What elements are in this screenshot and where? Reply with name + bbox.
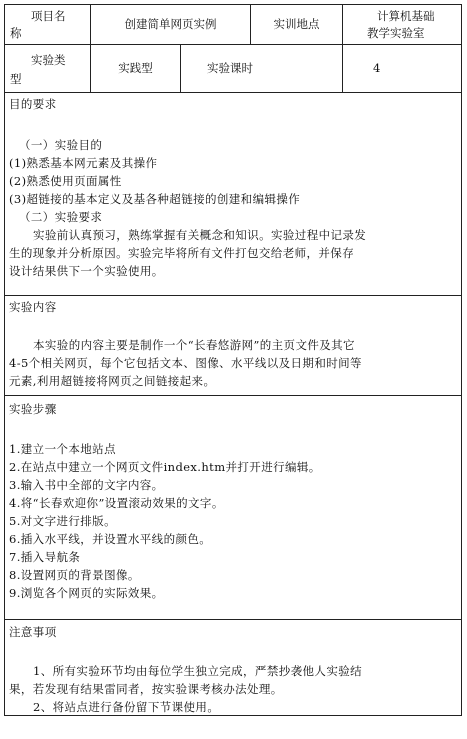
location-label-cell [251,5,343,44]
step-item: 6.插入水平线，并设置水平线的颜色。 [9,532,212,546]
step-item: 2.在站点中建立一个网页文件index.htm并打开进行编辑。 [9,460,321,474]
experiment-hours-value-cell [343,45,461,92]
steps-section [5,396,461,620]
content-section [5,296,461,396]
experiment-type-value-cell [91,45,181,92]
step-item: 9.浏览各个网页的实际效果。 [9,586,164,600]
purpose-section [5,93,461,296]
experiment-hours-value: 4 [373,61,381,75]
purpose-subheading-goal: （一）实验目的 [19,138,103,152]
purpose-requirement-line: 设计结果供下一个实验使用。 [9,264,164,278]
step-item: 5.对文字进行排版。 [9,514,116,528]
location-value-line1: 计算机基础 [377,9,435,23]
content-line: 4-5个相关网页，每个它包括文本、图像、水平线以及日期和时间等 [9,356,362,370]
project-name-value: 创建简单网页实例 [124,17,217,31]
purpose-item: (3)超链接的基本定义及基各种超链接的创建和编辑操作 [9,192,301,206]
location-value-cell [343,5,461,44]
notes-line: 果，若发现有结果雷同者，按实验课考核办法处理。 [9,682,283,696]
content-title: 实验内容 [9,300,57,314]
project-name-label-cell [5,5,91,44]
purpose-subheading-requirements: （二）实验要求 [19,210,103,224]
header-row-type [5,45,461,93]
notes-line: 1、所有实验环节均由每位学生独立完成，严禁抄袭他人实验结 [33,664,363,678]
project-name-label-line2: 称 [10,26,22,40]
experiment-type-value: 实践型 [118,61,153,75]
experiment-hours-label-cell [181,45,343,92]
experiment-hours-label: 实验课时 [207,61,253,75]
experiment-form [4,4,462,716]
experiment-type-label-line1: 实验类 [31,53,66,67]
notes-line: 2、将站点进行备份留下节课使用。 [33,700,220,714]
purpose-item: (1)熟悉基本网元素及其操作 [9,156,158,170]
step-item: 4.将“长春欢迎你”设置滚动效果的文字。 [9,496,224,510]
purpose-item: (2)熟悉使用页面属性 [9,174,122,188]
header-row-project [5,5,461,45]
step-item: 7.插入导航条 [9,550,81,564]
purpose-requirement-line: 生的现象并分析原因。实验完毕将所有文件打包交给老师，并保存 [9,246,355,260]
content-line: 本实验的内容主要是制作一个“长春悠游网”的主页文件及其它 [33,338,355,352]
project-name-label-line1: 项目名 [31,9,66,23]
project-name-value-cell [91,5,251,44]
notes-title: 注意事项 [9,625,57,639]
step-item: 8.设置网页的背景图像。 [9,568,140,582]
step-item: 1.建立一个本地站点 [9,442,116,456]
location-value-line2: 教学实验室 [367,26,425,40]
experiment-type-label-line2: 型 [10,72,22,86]
steps-title: 实验步骤 [9,402,57,416]
experiment-type-label-cell [5,45,91,92]
purpose-requirement-line: 实验前认真预习，熟练掌握有关概念和知识。实验过程中记录发 [33,228,367,242]
content-line: 元素,利用超链接将网页之间链接起来。 [9,374,216,388]
step-item: 3.输入书中全部的文字内容。 [9,478,164,492]
notes-section [5,620,461,715]
location-label: 实训地点 [273,17,320,31]
purpose-title: 目的要求 [9,97,57,111]
